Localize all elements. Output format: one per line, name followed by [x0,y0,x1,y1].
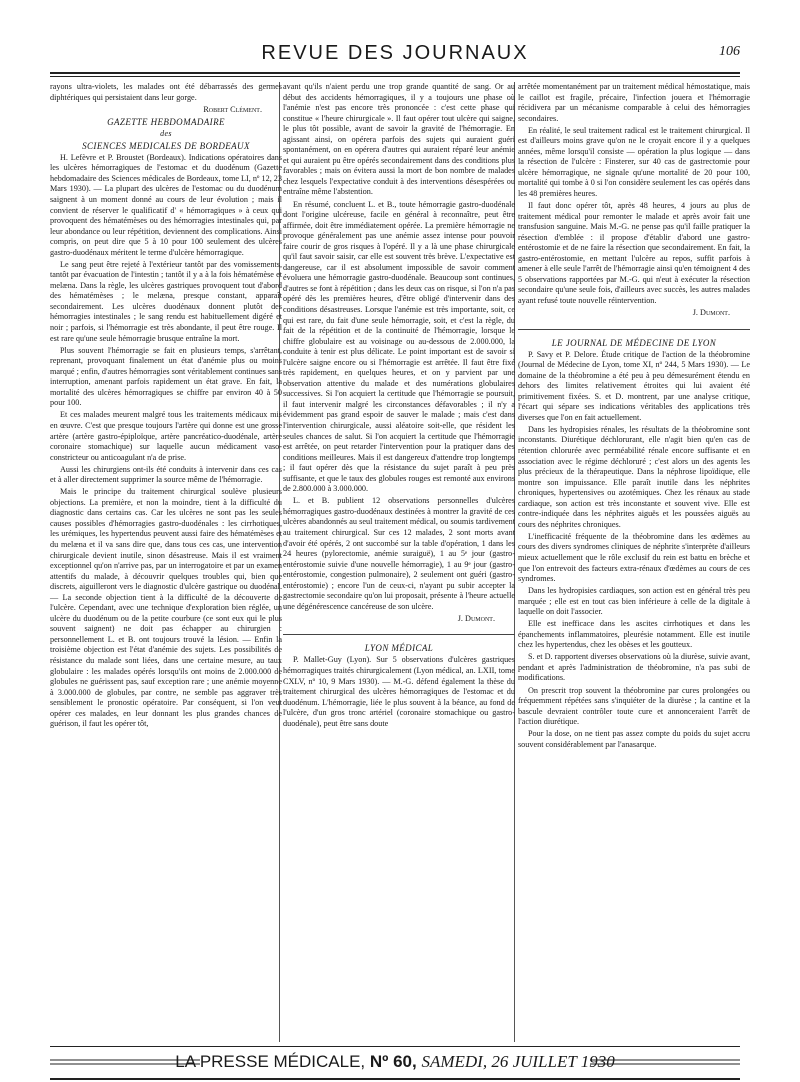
paragraph: Dans les hydropisies cardiaques, son action est en général très peu marquée ; elle est en tout cas bien inférieure à celle de la digitale à laquelle on doit l'associer. [518,586,750,617]
footer-rule-thick [50,1078,740,1080]
paragraph: rayons ultra-violets, les malades ont été débarrassés des germes diphtériques qui persistaient dans leur gorge. [50,82,282,102]
footer-issue-number: Nº 60, [369,1052,417,1071]
signature: J. Dumont. [692,307,730,317]
article-paragraph: P. Savy et P. Delore. Étude critique de l'action de la théobromine (Journal de Médecine de Lyon, tome XI, nº 244, 5 Mars 1930). — Le domaine de la théobromine a été peu à peu démesurément étendu en dehors des limites relativement étroites qui lui avaient été primitivement fixées. S. et D. montrent, par une analyse critique, l'écart qui sépare ses indications véritables des applications très diverses que l'on en fait actuellement. [518,349,750,422]
paragraph: Pour la dose, on ne tient pas assez compte du poids du sujet accru souvent considérablement par l'anasarque. [518,729,750,749]
paragraph: Elle est inefficace dans les ascites cirrhotiques et dans les épanchements inflammatoires, pleurésie notamment. Elle est inutile chez les hypertendus, chez les obèses et les goutteux. [518,619,750,650]
footer-date: SAMEDI, 26 JUILLET 1930 [421,1052,615,1071]
page-footer [50,1050,740,1078]
section-divider [283,634,515,635]
paragraph: Dans les hydropisies rénales, les résultats de la théobromine sont inconstants. Diurétique déchlorurant, elle n'agit bien qu'en cas de rétention chlorurée avec perméabilité rénale encore suffisante et en association avec le régime déchloruré ; c'est alors un des agents les plus précieux de la thérapeutique. Dans la néphrose lipoïdique, elle montre son impuissance. Elle paraît inutile dans les néphrites chroniques, hypertensives ou azotémiques. Chez les rénaux au stade cardiaque, son action est très inconstante et souvent vive. Elle est contre-indiquée dans les néphrites aiguës et les poussées aiguës au cours des néphrites chroniques. [518,424,750,529]
paragraph: Il faut donc opérer tôt, après 48 heures, 4 jours au plus de traitement médical pour remonter le malade et après avoir fait une transfusion sanguine. Mais M.-G. ne pense pas qu'il faille pratiquer la résection d'emblée : il propose d'établir d'abord une gastro-entérostomie et de ne faire la résection que secondairement. En fait, la gastro-entérostomie, en mettant l'ulcère au repos, suffit parfois à amener à elle seule l'arrêt de l'hémorragie ainsi qu'en témoignent 4 des 5 observations rapportées par M.-G. qui n'eut à exécuter la résection secondaire qu'une seule fois, d'ailleurs avec succès, les autres malades ayant refusé toute nouvelle réintervention. [518,201,750,305]
paragraph: L'inefficacité fréquente de la théobromine dans les œdèmes au cours des divers syndromes cliniques de néphrite s'interprète d'ailleurs mieux actuellement que le rôle exclusif du rein est battu en brèche et que l'on entrevoit des facteurs extra-rénaux d'œdèmes au cours de ces syndromes. [518,531,750,584]
article-paragraph: H. Lefèvre et P. Broustet (Bordeaux). Indications opératoires dans les ulcères hémorragiques de l'estomac et du duodénum (Gazette hebdomadaire des Sciences médicales de Bordeaux, tome LI, nº 12, 23 Mars 1930). — La plupart des ulcères de l'estomac ou du duodénum saignent à un moment donné au cours de leur évolution ; mais il convient de réserver le qualificatif d' « hémorragiques » à ceux qui provoquent des hématémèses ou des hémorragies intestinales qui, par leur abondance ou leur répétition, deviennent des complications. Ainsi compris, on peut dire que 5 à 10 pour 100 seulement des ulcères gastro-duodénaux méritent le terme d'ulcère hémorragique. [50,152,282,257]
page-number: 106 [719,44,740,59]
paragraph: S. et D. rapportent diverses observations où la diurèse, suivie avant, pendant et après l'administration de théobromine, n'a pas subi de modifications. [518,652,750,683]
section-heading: GAZETTE HEBDOMADAIRE [107,116,225,127]
section-heading-des: des [160,128,172,138]
paragraph: Mais le principe du traitement chirurgical soulève plusieurs objections. La première, et non la moindre, tient à la difficulté du diagnostic dans certains cas. Car les ulcères ne sont pas les seules causes possibles d'hémorragies gastro-duodénales : les cirrhotiques, les urémiques, les hypertendus peuvent aussi faire des hématémèses et du melæna et il va sans dire que, dans tous ces cas, une intervention chirurgicale devient inutile, sinon désastreuse. Mais il est vraiment exceptionnel qu'on n'arrive pas, par un interrogatoire et par un examen attentifs du malade, à découvrir quelques troubles qui, bien que discrets, aiguilleront vers le diagnostic d'ulcère gastrique ou duodénal. — La seconde objection tient à la difficulté de la découverte de l'ulcère. Cependant, avec une technique d'exploration bien réglée, un ulcère du duodénum ou de la petite courbure (ce sont eux qui le plus souvent saignent) ne doit pas échapper au chirurgien : personnellement L. et B. ont toujours trouvé la lésion. — Enfin la troisième objection est l'état d'anémie des sujets. Les possibilités de résistance du malade sont liées, dans une certaine mesure, au taux globulaire : les malades opérés lorsqu'ils ont moins de 2.000.000 de globules ne guérissent pas, sauf exception rare ; une anémie moyenne à 3.000.000 de globules, par contre, ne semble pas aggraver très sensiblement le pronostic opératoire. Par conséquent, si l'on veut opérer ces malades, en leur donnant les plus grandes chances de guérison, il faut les opérer tôt, [50,487,282,729]
paragraph: Et ces malades meurent malgré tous les traitements médicaux mis en œuvre. C'est que presque toujours l'artère qui donne est une grosse artère (artère gastro-épiploïque, artère pancréatico-duodénale, artère coronaire stomachique) sur laquelle aucun médicament vaso-constricteur ou anticoagulant n'a de prise. [50,410,282,462]
paragraph: Plus souvent l'hémorragie se fait en plusieurs temps, s'arrêtant, reprenant, provoquant finalement un état d'anémie plus ou moins marqué ; enfin, d'autres hémorragies sont véritablement continues sans interruption, amenant parfois rapidement un état grave. En fait, la mortalité des ulcères hémorragiques se chiffre par environ 40 à 50 pour 100. [50,345,282,408]
paragraph: On prescrit trop souvent la théobromine par cures prolongées ou fréquemment répétées sans s'inquiéter de la diurèse ; la cantine et la bascule devraient contrôler toute cure et annonceraient l'arrêt de l'action diurétique. [518,685,750,727]
column-3 [518,82,750,752]
paragraph: arrêtée momentanément par un traitement médical hémostatique, mais le caillot est fragile, précaire, l'infection jouera et l'hémorragie récidivera par un mécanisme comparable à celui des hémorragies secondaires. [518,82,750,123]
paragraph: En réalité, le seul traitement radical est le traitement chirurgical. Il est d'ailleurs moins grave qu'on ne le croyait encore il y a quelques années, même lorsqu'il consiste — opération la plus logique — dans la résection de l'ulcère : Finsterer, sur 40 cas de gastrectomie pour ulcère hémorragique, ne signale qu'une mortalité de 20 pour 100, mortalité qui tombe à 0 si l'on considère seulement les cas opérés dans les 48 premières heures. [518,125,750,198]
section-divider [518,329,750,330]
footer-ornament-right [590,1059,740,1065]
signature: J. Dumont. [457,613,495,623]
signature: Robert Clément. [203,104,262,114]
section-heading-sub: SCIENCES MEDICALES DE BORDEAUX [82,140,250,151]
article-paragraph: P. Mallet-Guy (Lyon). Sur 5 observations d'ulcères gastriques hémorragiques traités chirurgicalement (Lyon médical, an. LXII, tome CXLV, nº 10, 9 Mars 1930). — M.-G. défend également la thèse du traitement chirurgical des ulcères hémorragiques de l'estomac et du duodénum. L'hémorragie, liée le plus souvent à la béance, au fond de l'ulcère, d'un gros tronc artériel (coronaire stomachique ou gastro-duodénale), peut être sans doute [283,655,515,728]
header-rule-thin [50,76,740,77]
footer-rule [50,1046,740,1047]
paragraph: avant qu'ils n'aient perdu une trop grande quantité de sang. Or au début des accidents hémorragiques, il y a toujours une phase où l'anémie n'est pas encore très prononcée : c'est cette phase qui constitue « l'heure chirurgicale ». Il faut opérer tout ulcère qui saigne, le plus tôt possible, avant de savoir la gravité de l'hémorragie. En agissant ainsi, on opérera parfois des sujets qui auraient guéri spontanément, on en opérera d'autres qui auraient réparé leur anémie et qui auraient pu être opérés secondairement dans des conditions plus favorables ; mais on évitera aussi la mort de bon nombre de malades chez lesquels l'expectative conduit à des interventions désespérées ou entraîne même l'abstention. [283,82,515,197]
page-header [50,38,740,70]
paragraph: Le sang peut être rejeté à l'extérieur tantôt par des vomissements, tantôt par évacuation de l'intestin ; tantôt il y a à la fois hématémèse et melæna. Dans la règle, les ulcères gastriques provoquent tout d'abord des hématémèses ; le melæna, presque constant, apparaît secondairement. Les ulcères duodénaux donnent plutôt des hémorragies intestinales ; le sang rendu est habituellement digéré et noir ; parfois, si l'hémorragie est très abondante, il peut être rouge. Il est rare qu'une seule hémorragie brusque entraîne la mort. [50,259,282,343]
section-heading: LE JOURNAL DE MÉDECINE DE LYON [551,337,717,348]
journal-section-title: REVUE DES JOURNAUX [261,42,529,64]
section-heading: LYON MÉDICAL [364,643,434,654]
column-1 [50,82,282,731]
footer-journal-name: LA PRESSE MÉDICALE, [175,1052,366,1071]
column-2 [283,82,515,731]
paragraph: En résumé, concluent L. et B., toute hémorragie gastro-duodénale dont l'origine ulcéreuse, facile en général à reconnaître, peut être affirmée, doit être immédiatement opérée. La première hémorragie ne provoque généralement pas une anémie assez intense pour pouvoir faire courir de gros risques à l'opéré. Il y a là une phase chirurgicale qu'il faut savoir saisir, car elle est souvent très brève. L'expectative est dangereuse, car il est absolument impossible de savoir comment évoluera une hémorragie gastro-duodénale. Beaucoup sont continues, d'autres se font à répétition ; dans les deux cas on risque, si l'on n'a pas opéré dès les premières heures, d'être obligé d'intervenir dans des conditions désastreuses. Lorsque l'anémie est très importante, soit, ce qui est rare, du fait d'une seule hémorragie, soit, et c'est la règle, du fait de la répétition et de la continuité de l'hémorragie, lorsque le chiffre globulaire est au voisinage ou au-dessous de 2.000.000, la conduite à tenir est plus délicate. Le point important est de savoir si l'ulcère saigne encore ou si l'hémorragie est arrêtée. Il faut être fixé très rapidement, en quelques heures, et on y parvient par une observation attentive du malade et des numérations globulaires successives. Si l'on acquiert la certitude que l'hémorragie se poursuit, il faut intervenir malgré les circonstances défavorables ; il n'y a évidemment pas grand espoir de sauver le malade ; mais c'est dans l'intervention chirurgicale, aussi aléatoire soit-elle, que résident les seules chances de salut. Si l'on acquiert la certitude que l'hémorragie est arrêtée, on peut retarder l'intervention pour la pratiquer dans des conditions meilleures. Mais il est dangereux d'attendre trop longtemps ; il faut opérer dès que la résistance du sujet paraît à peu près suffisante, et que le taux des globules rouges est remonté aux environs de 2.800.000 à 3.000.000. [283,199,515,494]
paragraph: Aussi les chirurgiens ont-ils été conduits à intervenir dans ces cas et à aller directement supprimer la source même de l'hémorragie. [50,464,282,485]
paragraph: L. et B. publient 12 observations personnelles d'ulcères hémorragiques gastro-duodénaux destinées à montrer la gravité de ces ulcères abandonnés au seul traitement médical, ou soumis tardivement au traitement chirurgical. Sur ces 12 malades, 2 sont morts avant d'avoir été opérés, 2 ont succombé sur la table d'opération, 1 dans les 24 heures (pylorectomie, anémie suraiguë), 1 au 5ᵉ jour (gastro-entérostomie suivie d'une nouvelle hémorragie), 1 au 9ᵉ jour (gastro-entérostomie, congestion pulmonaire), 2 seulement ont guéri (gastro-entérostomie) ; encore l'un de ceux-ci, n'ayant pu subir accepter la gastrectomie secondaire qu'on lui proposait, présente à l'heure actuelle une dégénérescence cancéreuse de son ulcère. [283,496,515,611]
header-rule [50,72,740,74]
